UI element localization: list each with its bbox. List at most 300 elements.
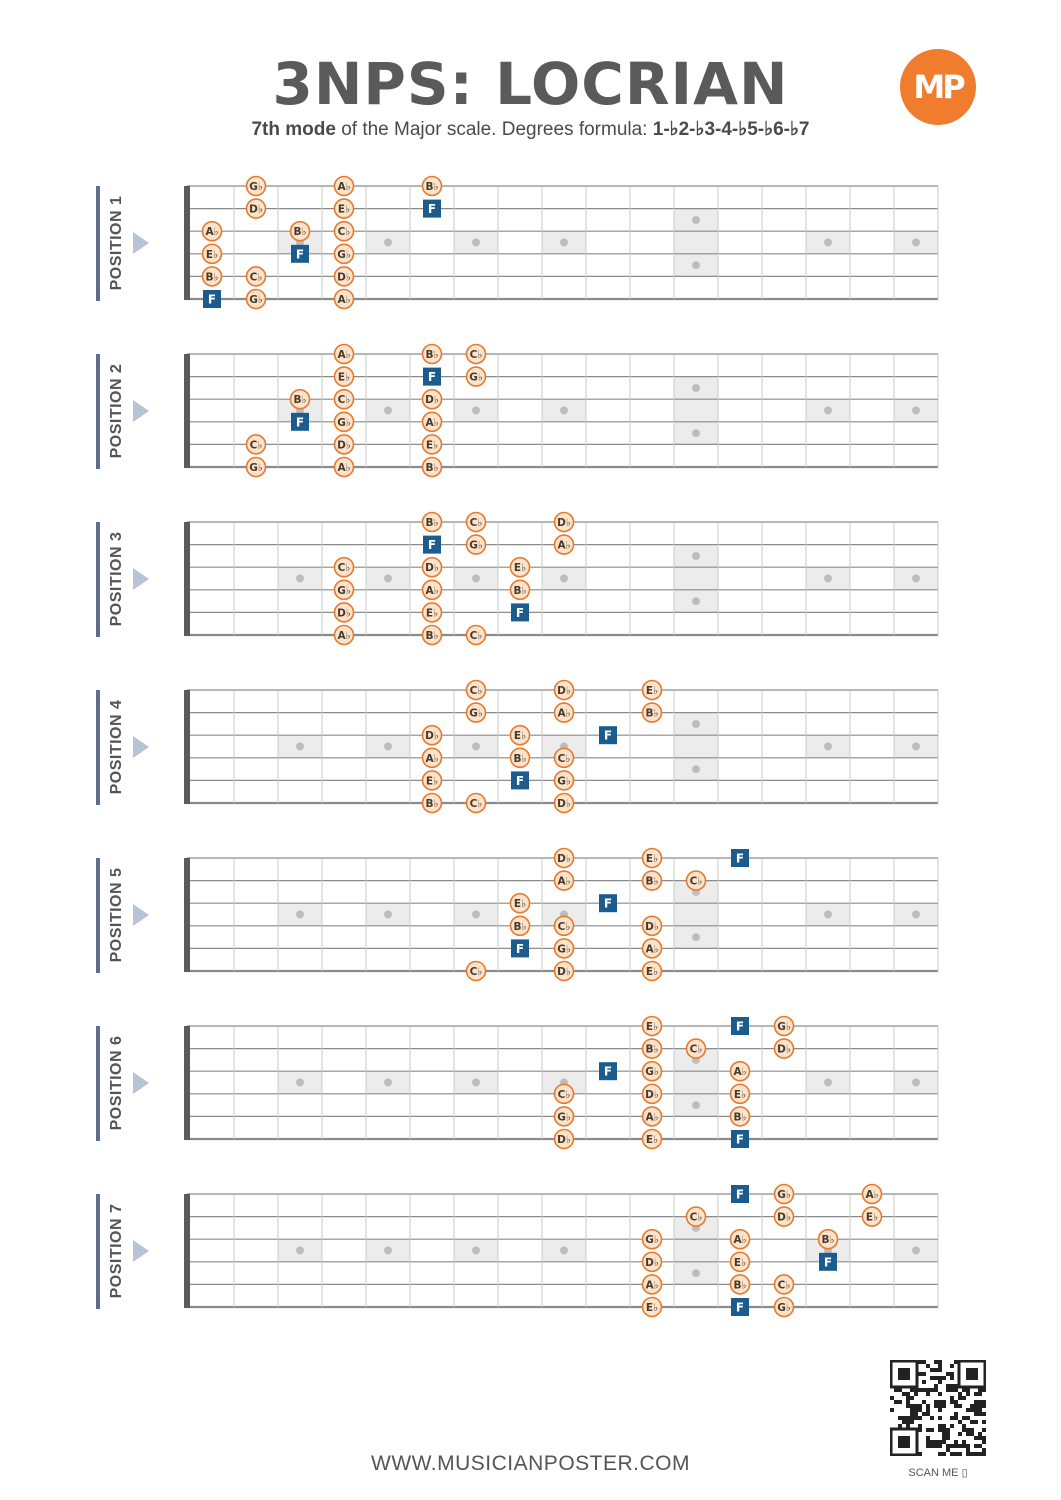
note-label: D♭: [645, 1088, 659, 1101]
scale-note: [247, 435, 266, 454]
note-label: D♭: [337, 271, 351, 284]
note-label: F: [735, 851, 745, 866]
note-label: B♭: [821, 1234, 835, 1247]
note-label: E♭: [337, 371, 351, 384]
note-label: E♭: [645, 1302, 659, 1314]
note-label: C♭: [469, 630, 483, 642]
inlay-dot: [472, 1079, 480, 1087]
nut: [184, 1194, 190, 1308]
website-link[interactable]: WWW.MUSICIANPOSTER.COM: [371, 1452, 690, 1475]
inlay-dot: [472, 743, 480, 751]
note-label: F: [295, 247, 305, 262]
note-label: D♭: [645, 1256, 659, 1269]
note-label: B♭: [293, 226, 307, 239]
mode-label: 7th mode: [251, 119, 336, 140]
note-label: F: [735, 1019, 745, 1034]
note-label: A♭: [865, 1189, 879, 1201]
scale-note: [335, 390, 354, 409]
scale-note: [335, 345, 354, 364]
scale-note: [335, 603, 354, 622]
scale-note: [643, 849, 662, 868]
scale-note: [467, 535, 486, 554]
scale-note: [555, 513, 574, 532]
note-label: A♭: [733, 1234, 747, 1247]
root-note: [511, 771, 529, 789]
scale-note: [555, 1130, 574, 1149]
position-label: POSITION 3: [108, 531, 125, 626]
root-note: [203, 290, 221, 308]
scan-text: SCAN ME: [908, 1467, 959, 1479]
inlay-dot: [472, 911, 480, 919]
note-label: G♭: [777, 1021, 791, 1033]
fretboard: [0, 508, 1061, 668]
scale-note: [423, 748, 442, 767]
note-label: C♭: [689, 875, 703, 888]
inlay-dot: [824, 1079, 832, 1087]
scale-note: [335, 267, 354, 286]
scale-note: [643, 916, 662, 935]
inlay-dot: [560, 1247, 568, 1255]
inlay-dot: [692, 720, 700, 728]
note-label: A♭: [425, 584, 439, 597]
note-label: D♭: [645, 920, 659, 933]
note-label: E♭: [645, 966, 659, 978]
scale-note: [775, 1275, 794, 1294]
scale-note: [555, 1084, 574, 1103]
inlay-dot: [692, 261, 700, 269]
scale-note: [511, 916, 530, 935]
inlay-dot: [384, 1079, 392, 1087]
scale-note: [643, 1107, 662, 1126]
scan-me-label: [880, 1466, 996, 1479]
note-label: G♭: [557, 775, 571, 788]
scale-note: [467, 626, 486, 645]
note-label: E♭: [733, 1088, 747, 1101]
scale-note: [423, 726, 442, 745]
inlay-dot: [384, 407, 392, 415]
note-label: C♭: [469, 798, 483, 810]
note-label: F: [823, 1255, 833, 1270]
note-label: F: [427, 538, 437, 553]
nut: [184, 522, 190, 636]
note-label: G♭: [557, 943, 571, 956]
note-label: A♭: [337, 462, 351, 474]
root-note: [423, 200, 441, 218]
inlay-dot: [692, 216, 700, 224]
inlay-dot: [560, 575, 568, 583]
note-label: E♭: [645, 853, 659, 865]
note-label: G♭: [469, 539, 483, 552]
position-label: POSITION 6: [108, 1035, 125, 1130]
root-note: [511, 603, 529, 621]
scale-note: [335, 626, 354, 645]
note-label: C♭: [469, 685, 483, 697]
note-label: B♭: [425, 462, 439, 474]
root-note: [511, 939, 529, 957]
note-label: E♭: [513, 898, 527, 911]
note-label: D♭: [777, 1043, 791, 1056]
scale-note: [643, 1039, 662, 1058]
note-label: C♭: [469, 517, 483, 529]
note-label: G♭: [557, 1111, 571, 1124]
note-label: F: [735, 1132, 745, 1147]
note-label: C♭: [777, 1279, 791, 1292]
nut: [184, 186, 190, 300]
brand-logo: [900, 49, 976, 125]
scale-note: [643, 1298, 662, 1317]
note-label: A♭: [337, 181, 351, 193]
note-label: F: [735, 1187, 745, 1202]
note-label: B♭: [205, 271, 219, 284]
inlay-dot: [912, 575, 920, 583]
position-label: POSITION 1: [108, 195, 125, 290]
scale-note: [687, 1207, 706, 1226]
note-label: F: [603, 896, 613, 911]
note-label: D♭: [249, 203, 263, 216]
note-label: B♭: [513, 752, 527, 765]
note-label: A♭: [557, 875, 571, 888]
scale-note: [555, 1107, 574, 1126]
note-label: D♭: [337, 439, 351, 452]
note-label: G♭: [645, 1234, 659, 1247]
scale-note: [555, 849, 574, 868]
qr-code: [890, 1360, 986, 1456]
scale-note: [247, 267, 266, 286]
scale-note: [203, 267, 222, 286]
note-label: C♭: [249, 439, 263, 452]
note-label: B♭: [733, 1279, 747, 1292]
scale-note: [247, 290, 266, 309]
note-label: E♭: [513, 562, 527, 575]
inlay-dot: [472, 575, 480, 583]
scale-note: [775, 1185, 794, 1204]
fretboard: [0, 676, 1061, 836]
scale-note: [467, 513, 486, 532]
scale-note: [643, 871, 662, 890]
inlay-dot: [912, 407, 920, 415]
scale-note: [731, 1275, 750, 1294]
scale-note: [863, 1207, 882, 1226]
inlay-dot: [384, 911, 392, 919]
inlay-dot: [296, 575, 304, 583]
scale-note: [731, 1230, 750, 1249]
note-label: F: [515, 605, 525, 620]
scale-note: [819, 1230, 838, 1249]
root-note: [423, 536, 441, 554]
scale-note: [467, 345, 486, 364]
inlay-dot: [296, 1247, 304, 1255]
scale-note: [291, 390, 310, 409]
scale-note: [775, 1039, 794, 1058]
scale-note: [423, 435, 442, 454]
scale-note: [511, 580, 530, 599]
scale-note: [423, 626, 442, 645]
root-note: [599, 726, 617, 744]
scale-note: [643, 1017, 662, 1036]
note-label: G♭: [337, 416, 351, 429]
note-label: B♭: [645, 875, 659, 888]
scale-note: [247, 199, 266, 218]
note-label: D♭: [425, 394, 439, 407]
root-note: [291, 245, 309, 263]
note-label: B♭: [513, 920, 527, 933]
note-label: E♭: [513, 730, 527, 743]
note-label: G♭: [645, 1066, 659, 1079]
inlay-dot: [692, 384, 700, 392]
note-label: A♭: [645, 1111, 659, 1124]
note-label: D♭: [425, 562, 439, 575]
nut: [184, 354, 190, 468]
note-label: D♭: [557, 853, 571, 865]
scale-note: [511, 726, 530, 745]
root-note: [731, 1185, 749, 1203]
note-label: A♭: [645, 943, 659, 956]
root-note: [731, 1298, 749, 1316]
note-label: D♭: [557, 685, 571, 697]
scale-note: [335, 290, 354, 309]
note-label: C♭: [469, 966, 483, 978]
note-label: B♭: [293, 394, 307, 407]
note-label: G♭: [249, 462, 263, 474]
scale-note: [335, 177, 354, 196]
scale-note: [555, 962, 574, 981]
scale-note: [643, 962, 662, 981]
scale-note: [687, 1039, 706, 1058]
inlay-dot: [692, 597, 700, 605]
inlay-dot: [912, 1247, 920, 1255]
note-label: F: [427, 370, 437, 385]
inlay-dot: [296, 1079, 304, 1087]
inlay-dot: [560, 407, 568, 415]
note-label: C♭: [557, 920, 571, 933]
inlay-dot: [472, 1247, 480, 1255]
scale-note: [555, 794, 574, 813]
scale-note: [335, 244, 354, 263]
note-label: F: [207, 292, 217, 307]
root-note: [423, 368, 441, 386]
note-label: D♭: [557, 798, 571, 810]
inlay-dot: [296, 911, 304, 919]
note-label: G♭: [469, 371, 483, 384]
scale-note: [863, 1185, 882, 1204]
scale-note: [423, 558, 442, 577]
scale-note: [423, 603, 442, 622]
note-label: C♭: [689, 1043, 703, 1056]
root-note: [819, 1253, 837, 1271]
scale-note: [423, 458, 442, 477]
note-label: B♭: [425, 181, 439, 193]
note-label: A♭: [337, 630, 351, 642]
inlay-dot: [472, 407, 480, 415]
note-label: F: [515, 773, 525, 788]
scale-note: [555, 771, 574, 790]
inlay-dot: [692, 1101, 700, 1109]
note-label: D♭: [777, 1211, 791, 1224]
inlay-dot: [824, 743, 832, 751]
inlay-dot: [824, 407, 832, 415]
scale-note: [291, 222, 310, 241]
scale-note: [775, 1017, 794, 1036]
inlay-dot: [824, 239, 832, 247]
nut: [184, 690, 190, 804]
scale-note: [555, 871, 574, 890]
note-label: A♭: [337, 294, 351, 306]
note-label: A♭: [557, 539, 571, 552]
scale-note: [643, 1275, 662, 1294]
scale-note: [643, 1130, 662, 1149]
note-label: F: [427, 202, 437, 217]
scale-note: [731, 1107, 750, 1126]
scale-note: [643, 1230, 662, 1249]
note-label: C♭: [337, 226, 351, 239]
scale-note: [423, 177, 442, 196]
root-note: [731, 849, 749, 867]
note-label: A♭: [425, 416, 439, 429]
scale-note: [423, 513, 442, 532]
scale-note: [555, 916, 574, 935]
note-label: B♭: [425, 630, 439, 642]
scale-note: [247, 177, 266, 196]
scale-note: [511, 558, 530, 577]
fretboard: [0, 1180, 1061, 1340]
inlay-dot: [692, 429, 700, 437]
position-label: POSITION 7: [108, 1203, 125, 1298]
scale-note: [555, 748, 574, 767]
inlay-dot: [912, 1079, 920, 1087]
inlay-dot: [384, 1247, 392, 1255]
scale-note: [423, 794, 442, 813]
inlay-dot: [296, 743, 304, 751]
scale-note: [731, 1084, 750, 1103]
scale-note: [203, 244, 222, 263]
note-label: E♭: [425, 439, 439, 452]
note-label: B♭: [425, 517, 439, 529]
scale-note: [511, 748, 530, 767]
note-label: C♭: [557, 1088, 571, 1101]
scale-note: [555, 535, 574, 554]
scale-note: [467, 962, 486, 981]
root-note: [599, 1062, 617, 1080]
scale-note: [643, 681, 662, 700]
scale-note: [423, 771, 442, 790]
root-note: [731, 1017, 749, 1035]
note-label: F: [295, 415, 305, 430]
inlay-dot: [692, 933, 700, 941]
note-label: B♭: [733, 1111, 747, 1124]
phone-icon: ▯: [961, 1467, 968, 1479]
note-label: G♭: [777, 1189, 791, 1201]
fretboard: [0, 340, 1061, 500]
scale-note: [467, 681, 486, 700]
root-note: [599, 894, 617, 912]
inlay-dot: [384, 743, 392, 751]
note-label: B♭: [425, 349, 439, 361]
scale-note: [335, 435, 354, 454]
note-label: D♭: [557, 966, 571, 978]
note-label: A♭: [425, 752, 439, 765]
inlay-dot: [692, 765, 700, 773]
note-label: E♭: [337, 203, 351, 216]
scale-note: [643, 703, 662, 722]
note-label: A♭: [733, 1066, 747, 1079]
scale-note: [467, 794, 486, 813]
inlay-dot: [824, 911, 832, 919]
position-label: POSITION 5: [108, 867, 125, 962]
note-label: G♭: [777, 1302, 791, 1314]
note-label: E♭: [645, 1021, 659, 1033]
note-label: D♭: [557, 1134, 571, 1146]
scale-note: [775, 1207, 794, 1226]
scale-note: [467, 703, 486, 722]
scale-note: [423, 412, 442, 431]
note-label: E♭: [425, 775, 439, 788]
scale-note: [555, 681, 574, 700]
degrees-formula: 1-♭2-♭3-4-♭5-♭6-♭7: [652, 119, 810, 140]
note-label: B♭: [425, 798, 439, 810]
note-label: G♭: [337, 248, 351, 261]
note-label: C♭: [337, 562, 351, 575]
inlay-dot: [384, 239, 392, 247]
note-label: G♭: [249, 181, 263, 193]
note-label: G♭: [337, 584, 351, 597]
note-label: E♭: [733, 1256, 747, 1269]
note-label: B♭: [645, 1043, 659, 1056]
fretboard: [0, 844, 1061, 1004]
inlay-dot: [824, 575, 832, 583]
note-label: C♭: [557, 752, 571, 765]
scale-note: [335, 580, 354, 599]
scale-note: [643, 1062, 662, 1081]
inlay-dot: [692, 552, 700, 560]
inlay-dot: [560, 239, 568, 247]
nut: [184, 858, 190, 972]
position-label: POSITION 2: [108, 363, 125, 458]
scale-note: [555, 939, 574, 958]
scale-note: [335, 558, 354, 577]
note-label: E♭: [425, 607, 439, 620]
note-label: A♭: [645, 1279, 659, 1292]
note-label: B♭: [645, 707, 659, 720]
scale-note: [467, 367, 486, 386]
note-label: A♭: [205, 226, 219, 239]
note-label: E♭: [205, 248, 219, 261]
scale-note: [423, 345, 442, 364]
note-label: D♭: [337, 607, 351, 620]
scale-note: [335, 412, 354, 431]
position-label: POSITION 4: [108, 699, 125, 794]
fretboard: [0, 1012, 1061, 1172]
note-label: G♭: [249, 294, 263, 306]
root-note: [731, 1130, 749, 1148]
note-label: E♭: [645, 1134, 659, 1146]
note-label: E♭: [645, 685, 659, 697]
note-label: D♭: [425, 730, 439, 743]
scale-note: [335, 458, 354, 477]
nut: [184, 1026, 190, 1140]
root-note: [291, 413, 309, 431]
page-title: 3NPS: LOCRIAN: [272, 50, 789, 118]
note-label: C♭: [337, 394, 351, 407]
note-label: C♭: [249, 271, 263, 284]
scale-note: [335, 199, 354, 218]
logo-text: MP: [913, 68, 963, 106]
note-label: A♭: [337, 349, 351, 361]
scale-note: [203, 222, 222, 241]
scale-note: [423, 390, 442, 409]
note-label: C♭: [469, 349, 483, 361]
scale-note: [423, 580, 442, 599]
note-label: C♭: [689, 1211, 703, 1224]
